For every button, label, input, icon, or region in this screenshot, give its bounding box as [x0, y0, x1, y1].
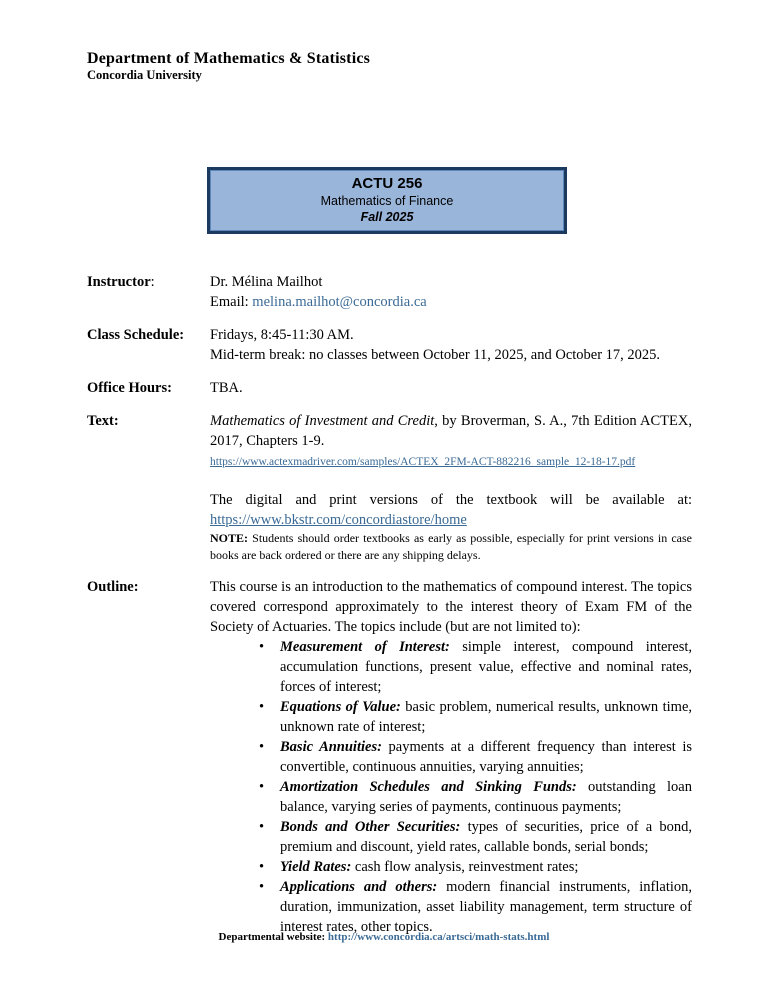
class-schedule-time: Fridays, 8:45-11:30 AM.: [210, 327, 354, 343]
office-hours-row: [87, 378, 692, 398]
instructor-email-line: [210, 292, 692, 312]
departmental-website-link[interactable]: http://www.concordia.ca/artsci/math-stats.html: [327, 931, 550, 943]
office-hours-label: Office Hours:: [87, 380, 172, 396]
topic-desc: payments at a different frequency than interest is convertible, continuous annuities, varying annuities;: [280, 739, 692, 775]
office-hours-value: TBA.: [210, 380, 243, 396]
availability-text: The digital and print versions of the textbook will be available at:: [210, 492, 692, 508]
outline-value: [210, 577, 692, 937]
topic-desc: types of securities, price of a bond, premium and discount, yield rates, callable bonds, serial bonds;: [280, 819, 693, 855]
outline-row: [87, 577, 692, 937]
course-code: ACTU 256: [351, 175, 423, 192]
list-item: [256, 877, 692, 937]
textbook-details: , by Broverman, S. A., 7th Edition ACTEX, 2017, Chapters 1-9.: [210, 413, 692, 449]
page-header: [0, 0, 768, 83]
list-item: [256, 697, 692, 737]
instructor-label: [87, 272, 210, 312]
list-item: [256, 737, 692, 777]
class-schedule-break: Mid-term break: no classes between October 11, 2025, and October 17, 2025.: [210, 347, 661, 363]
class-schedule-row: [87, 325, 692, 365]
department-title: Department of Mathematics & Statistics: [87, 50, 371, 67]
sample-link-line: [210, 451, 692, 471]
list-item: [256, 857, 692, 877]
textbook-sample-link[interactable]: https://www.actexmadriver.com/samples/ACTEX_2FM-ACT-882216_sample_12-18-17.pdf: [210, 456, 636, 468]
topic-desc: outstanding loan balance, varying series of payments, continuous payments;: [280, 779, 692, 815]
instructor-name: Dr. Mélina Mailhot: [210, 274, 323, 290]
topic-term: Measurement of Interest:: [280, 639, 450, 655]
email-label: Email:: [210, 294, 253, 310]
course-title-box: [207, 167, 567, 234]
course-name: Mathematics of Finance: [320, 194, 454, 208]
class-schedule-value: [210, 325, 692, 365]
topic-term: Amortization Schedules and Sinking Funds:: [280, 779, 577, 795]
outline-topics-list: [210, 637, 692, 937]
topic-term: Basic Annuities:: [280, 739, 382, 755]
textbook-note: [210, 530, 692, 564]
topic-term: Bonds and Other Securities:: [280, 819, 461, 835]
textbook-title: Mathematics of Investment and Credit: [210, 413, 435, 429]
topic-term: Equations of Value:: [280, 699, 401, 715]
topic-desc: cash flow analysis, reinvestment rates;: [351, 859, 579, 875]
page-footer: [0, 930, 768, 944]
instructor-value: [210, 272, 692, 312]
instructor-email-link[interactable]: melina.mailhot@concordia.ca: [252, 294, 427, 310]
text-label: Text:: [87, 413, 119, 429]
instructor-label-colon: :: [150, 274, 155, 290]
topic-desc: modern financial instruments, inflation, duration, immunization, asset liability management, term structure of interest rates, other topics.: [280, 879, 693, 935]
text-value: [210, 411, 692, 564]
note-label: NOTE:: [210, 531, 249, 545]
note-text: Students should order textbooks as early as possible, especially for print versions in case books are back ordered or there are any shipping delays.: [210, 531, 692, 562]
outline-label: Outline:: [87, 579, 139, 595]
footer-label: Departmental website:: [218, 931, 328, 943]
list-item: [256, 637, 692, 697]
university-name: Concordia University: [87, 68, 202, 82]
textbook-reference: [210, 411, 692, 451]
topic-desc: basic problem, numerical results, unknown time, unknown rate of interest;: [280, 699, 692, 735]
instructor-label-text: Instructor: [87, 274, 151, 290]
store-link-line: [210, 510, 692, 530]
topic-desc: simple interest, compound interest, accumulation functions, present value, effective and nominal rates, forces of interest;: [280, 639, 692, 695]
topic-term: Applications and others:: [280, 879, 438, 895]
list-item: [256, 777, 692, 817]
course-term: Fall 2025: [360, 210, 414, 224]
bookstore-link[interactable]: https://www.bkstr.com/concordiastore/home: [210, 512, 467, 528]
list-item: [256, 817, 692, 857]
topic-term: Yield Rates:: [280, 859, 352, 875]
text-row: [87, 411, 692, 564]
instructor-row: [87, 272, 692, 312]
class-schedule-label: Class Schedule:: [87, 327, 185, 343]
outline-intro: This course is an introduction to the mathematics of compound interest. The topics covered correspond approximately to the interest theory of Exam FM of the Society of Actuaries. The topics include (but are not limited to):: [210, 579, 692, 635]
